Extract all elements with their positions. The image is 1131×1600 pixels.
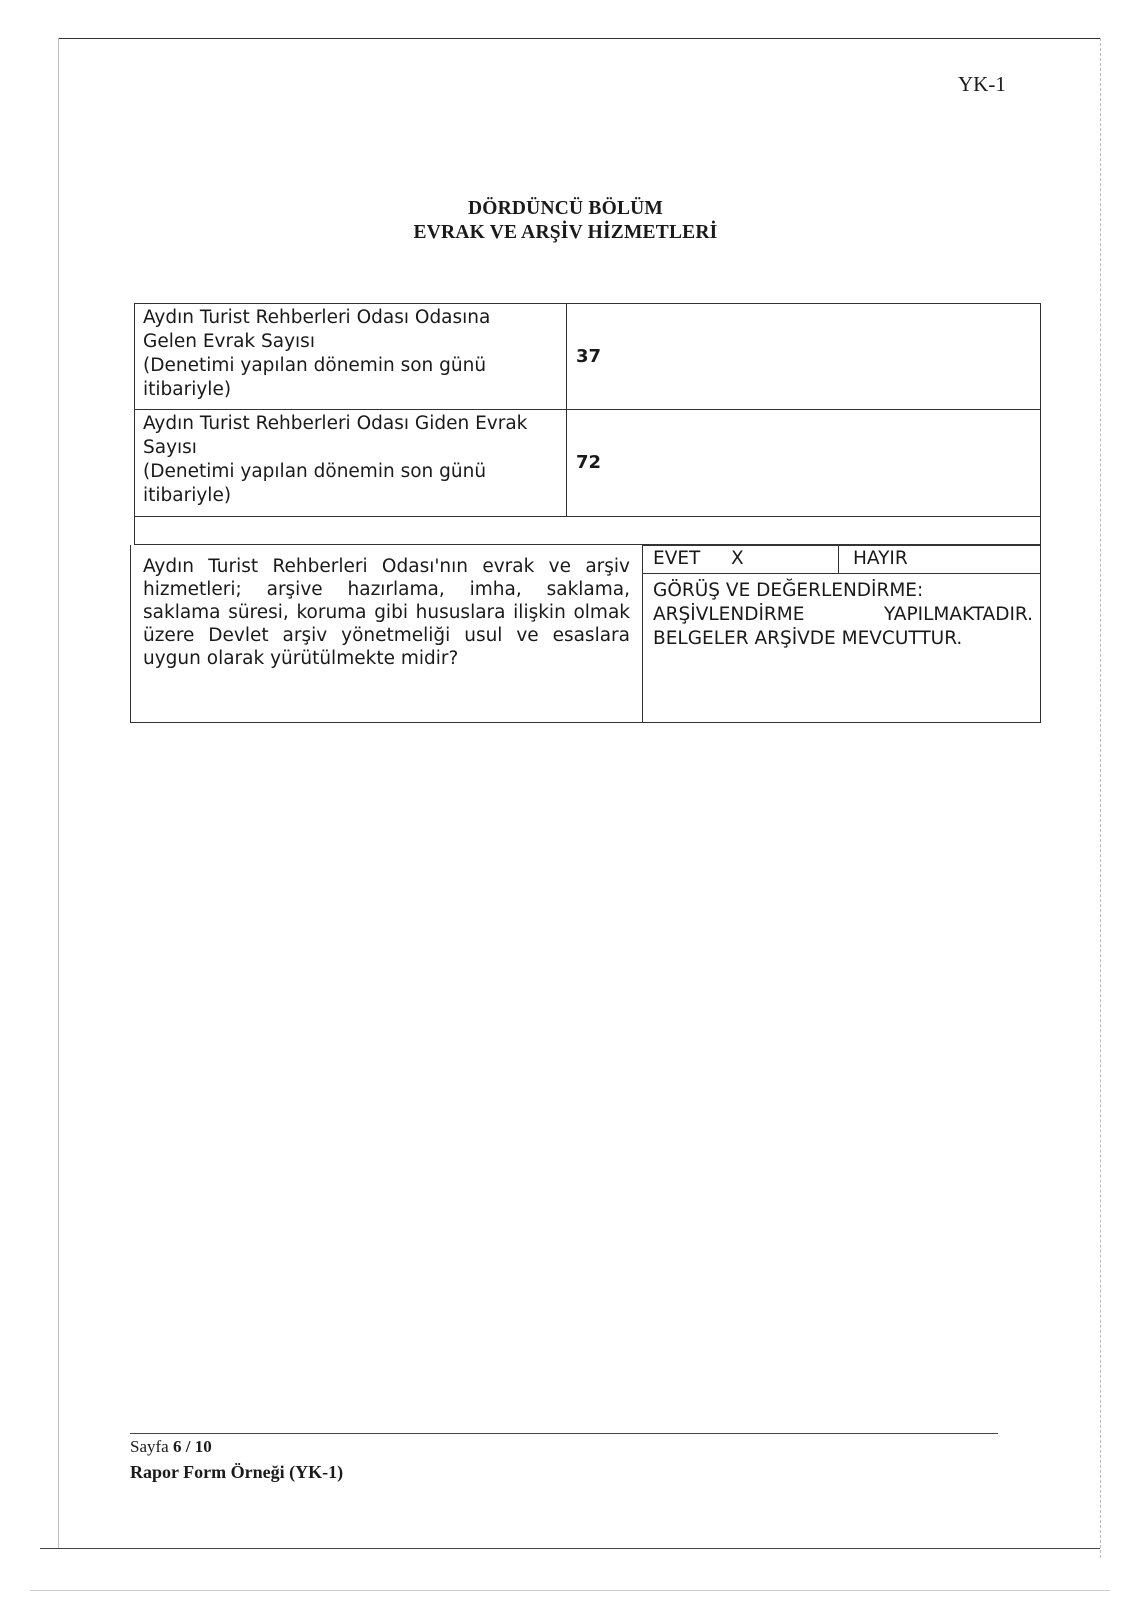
- page-frame-left-border: [58, 38, 59, 1548]
- incoming-records-label: [135, 304, 567, 409]
- outgoing-records-count: 72: [576, 452, 602, 473]
- evaluation-block: [653, 579, 1033, 651]
- label-line: Aydın Turist Rehberleri Odası Odasına: [143, 307, 491, 328]
- records-count-table: [134, 303, 1041, 517]
- form-name: Rapor Form Örneği (YK-1): [130, 1462, 344, 1482]
- evaluation-text: YAPILMAKTADIR.: [883, 604, 1033, 625]
- incoming-records-count: 37: [576, 346, 602, 367]
- evaluation-text: ARŞİVLENDİRME: [653, 604, 805, 625]
- page-frame-top-border: [58, 38, 1100, 39]
- page-count: 6 / 10: [172, 1437, 212, 1456]
- label-line: Sayısı: [143, 437, 197, 458]
- yes-no-row: [643, 545, 1040, 574]
- footer-divider: [130, 1433, 998, 1434]
- label-line: (Denetimi yapılan dönemin son günü: [143, 355, 487, 376]
- section-heading: DÖRDÜNCÜ BÖLÜM: [467, 198, 664, 219]
- evaluation-line: [653, 603, 1033, 627]
- outgoing-records-label: [135, 410, 567, 516]
- scan-edge: [30, 1590, 1110, 1591]
- archive-compliance-table: [130, 545, 1041, 723]
- section-subheading: EVRAK VE ARŞİV HİZMETLERİ: [413, 222, 718, 243]
- archive-compliance-answer: [643, 545, 1040, 722]
- label-line: Aydın Turist Rehberleri Odası Giden Evrak: [143, 413, 528, 434]
- document-code: YK-1: [958, 72, 1006, 96]
- page-frame-bottom-border: [40, 1548, 1100, 1549]
- outgoing-records-row: [135, 410, 1040, 516]
- incoming-records-row: [135, 304, 1040, 410]
- page-number: [130, 1437, 212, 1457]
- empty-table-row: [134, 517, 1041, 545]
- evet-checkmark: X: [731, 548, 744, 569]
- archive-compliance-question: Aydın Turist Rehberleri Odası'nın evrak ve arşiv hizmetleri; arşive hazırlama, imha, saklama, saklama süresi, koruma gibi hususlara ilişkin olmak üzere Devlet arşiv yönetmeliği usul ve esaslara uygun olarak yürütülmekte midir?: [131, 545, 643, 722]
- hayir-cell: [838, 546, 908, 573]
- evet-label: EVET: [653, 548, 701, 569]
- label-line: Gelen Evrak Sayısı: [143, 331, 315, 352]
- page-prefix: Sayfa: [130, 1437, 169, 1456]
- label-line: (Denetimi yapılan dönemin son günü: [143, 461, 487, 482]
- hayir-label: HAYIR: [853, 548, 908, 569]
- evaluation-line: BELGELER ARŞİVDE MEVCUTTUR.: [653, 628, 963, 649]
- label-line: itibariyle): [143, 485, 232, 506]
- label-line: itibariyle): [143, 379, 232, 400]
- page-frame-right-border: [1100, 38, 1101, 1558]
- evaluation-title: GÖRÜŞ VE DEĞERLENDİRME:: [653, 580, 924, 601]
